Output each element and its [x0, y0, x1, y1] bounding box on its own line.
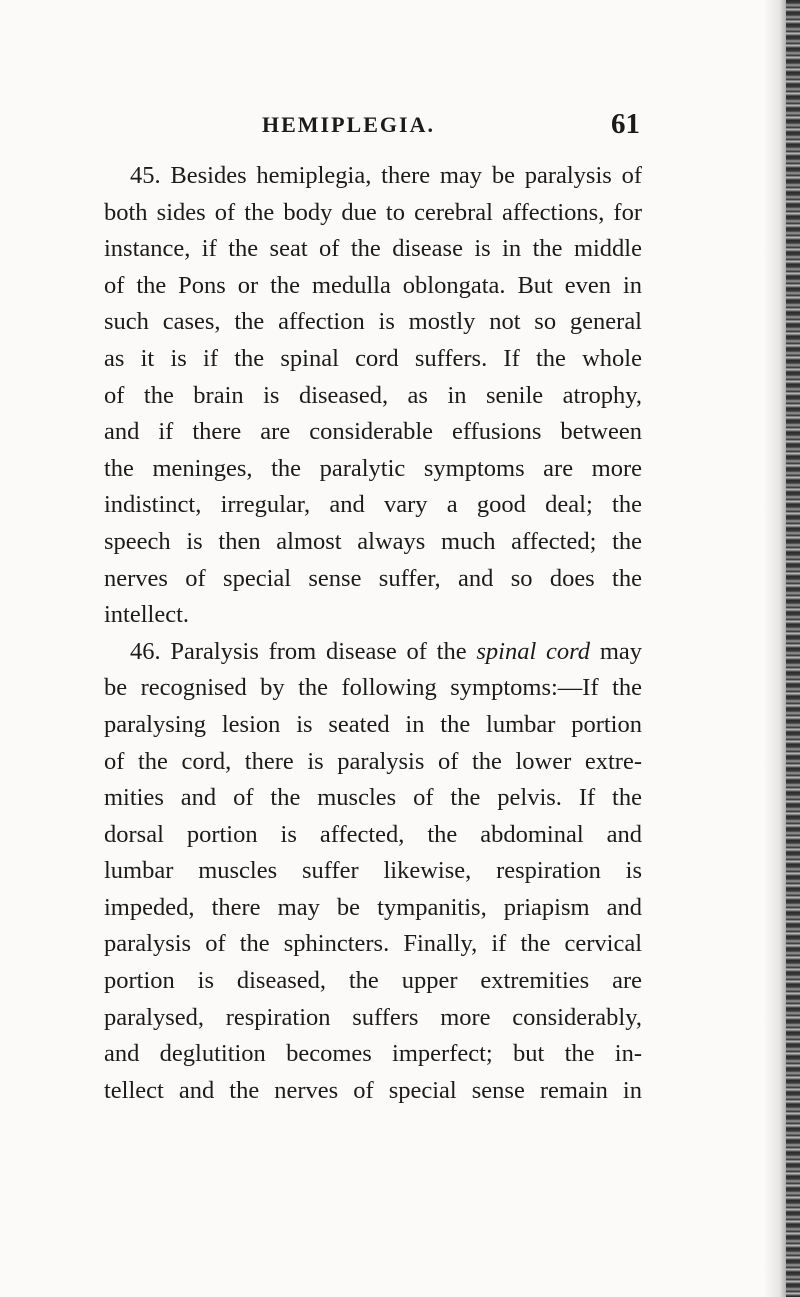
text-segment: 46. Paralysis from disease of the — [130, 637, 467, 665]
text-line: and if there are considerable effusions between — [104, 418, 642, 446]
text-line: such cases, the affection is mostly not so general — [104, 308, 642, 336]
text-line: nerves of special sense suffer, and so does the — [104, 564, 642, 592]
text-line: of the brain is diseased, as in senile atrophy, — [104, 381, 642, 409]
text-segment: may — [599, 637, 642, 665]
text-line: speech is then almost always much affected; the — [104, 527, 642, 555]
text-line: tellect and the nerves of special sense remain in — [104, 1076, 642, 1104]
text-line: impeded, there may be tympanitis, priapism and — [104, 893, 642, 921]
text-line: both sides of the body due to cerebral affections, for — [104, 198, 642, 226]
text-line: 45. Besides hemiplegia, there may be paralysis of — [130, 162, 642, 189]
italic-term: spinal cord — [476, 637, 591, 665]
text-line: and deglutition becomes imperfect; but the in- — [104, 1040, 642, 1068]
body-text — [104, 158, 642, 1109]
paragraph-45 — [104, 158, 642, 634]
text-line: paralysed, respiration suffers more considerably, — [104, 1003, 642, 1031]
page-number: 61 — [611, 108, 640, 140]
running-head-title: HEMIPLEGIA. — [262, 112, 435, 137]
text-line: instance, if the seat of the disease is in the middle — [104, 235, 642, 263]
text-line: indistinct, irregular, and vary a good deal; the — [104, 491, 642, 519]
text-line: the meninges, the paralytic symptoms are more — [104, 454, 642, 482]
paragraph-46 — [104, 634, 642, 1110]
text-line: intellect. — [104, 601, 190, 629]
running-head — [262, 108, 640, 144]
text-line: be recognised by the following symptoms:—If the — [104, 674, 642, 702]
text-line-with-italic — [104, 634, 642, 671]
binding-shadow — [764, 0, 786, 1297]
text-line: mities and of the muscles of the pelvis. If the — [104, 784, 642, 812]
text-line: paralysis of the sphincters. Finally, if the cervical — [104, 930, 642, 958]
text-line: dorsal portion is affected, the abdominal and — [104, 820, 642, 848]
text-line: paralysing lesion is seated in the lumbar portion — [104, 710, 642, 738]
text-line: of the Pons or the medulla oblongata. But even in — [104, 271, 642, 299]
text-line: portion is diseased, the upper extremities are — [104, 967, 642, 995]
text-line: lumbar muscles suffer likewise, respiration is — [104, 857, 642, 885]
page-binding-edge — [786, 0, 800, 1297]
text-line: of the cord, there is paralysis of the lower extre- — [104, 747, 642, 775]
text-line: as it is if the spinal cord suffers. If the whole — [104, 344, 642, 372]
